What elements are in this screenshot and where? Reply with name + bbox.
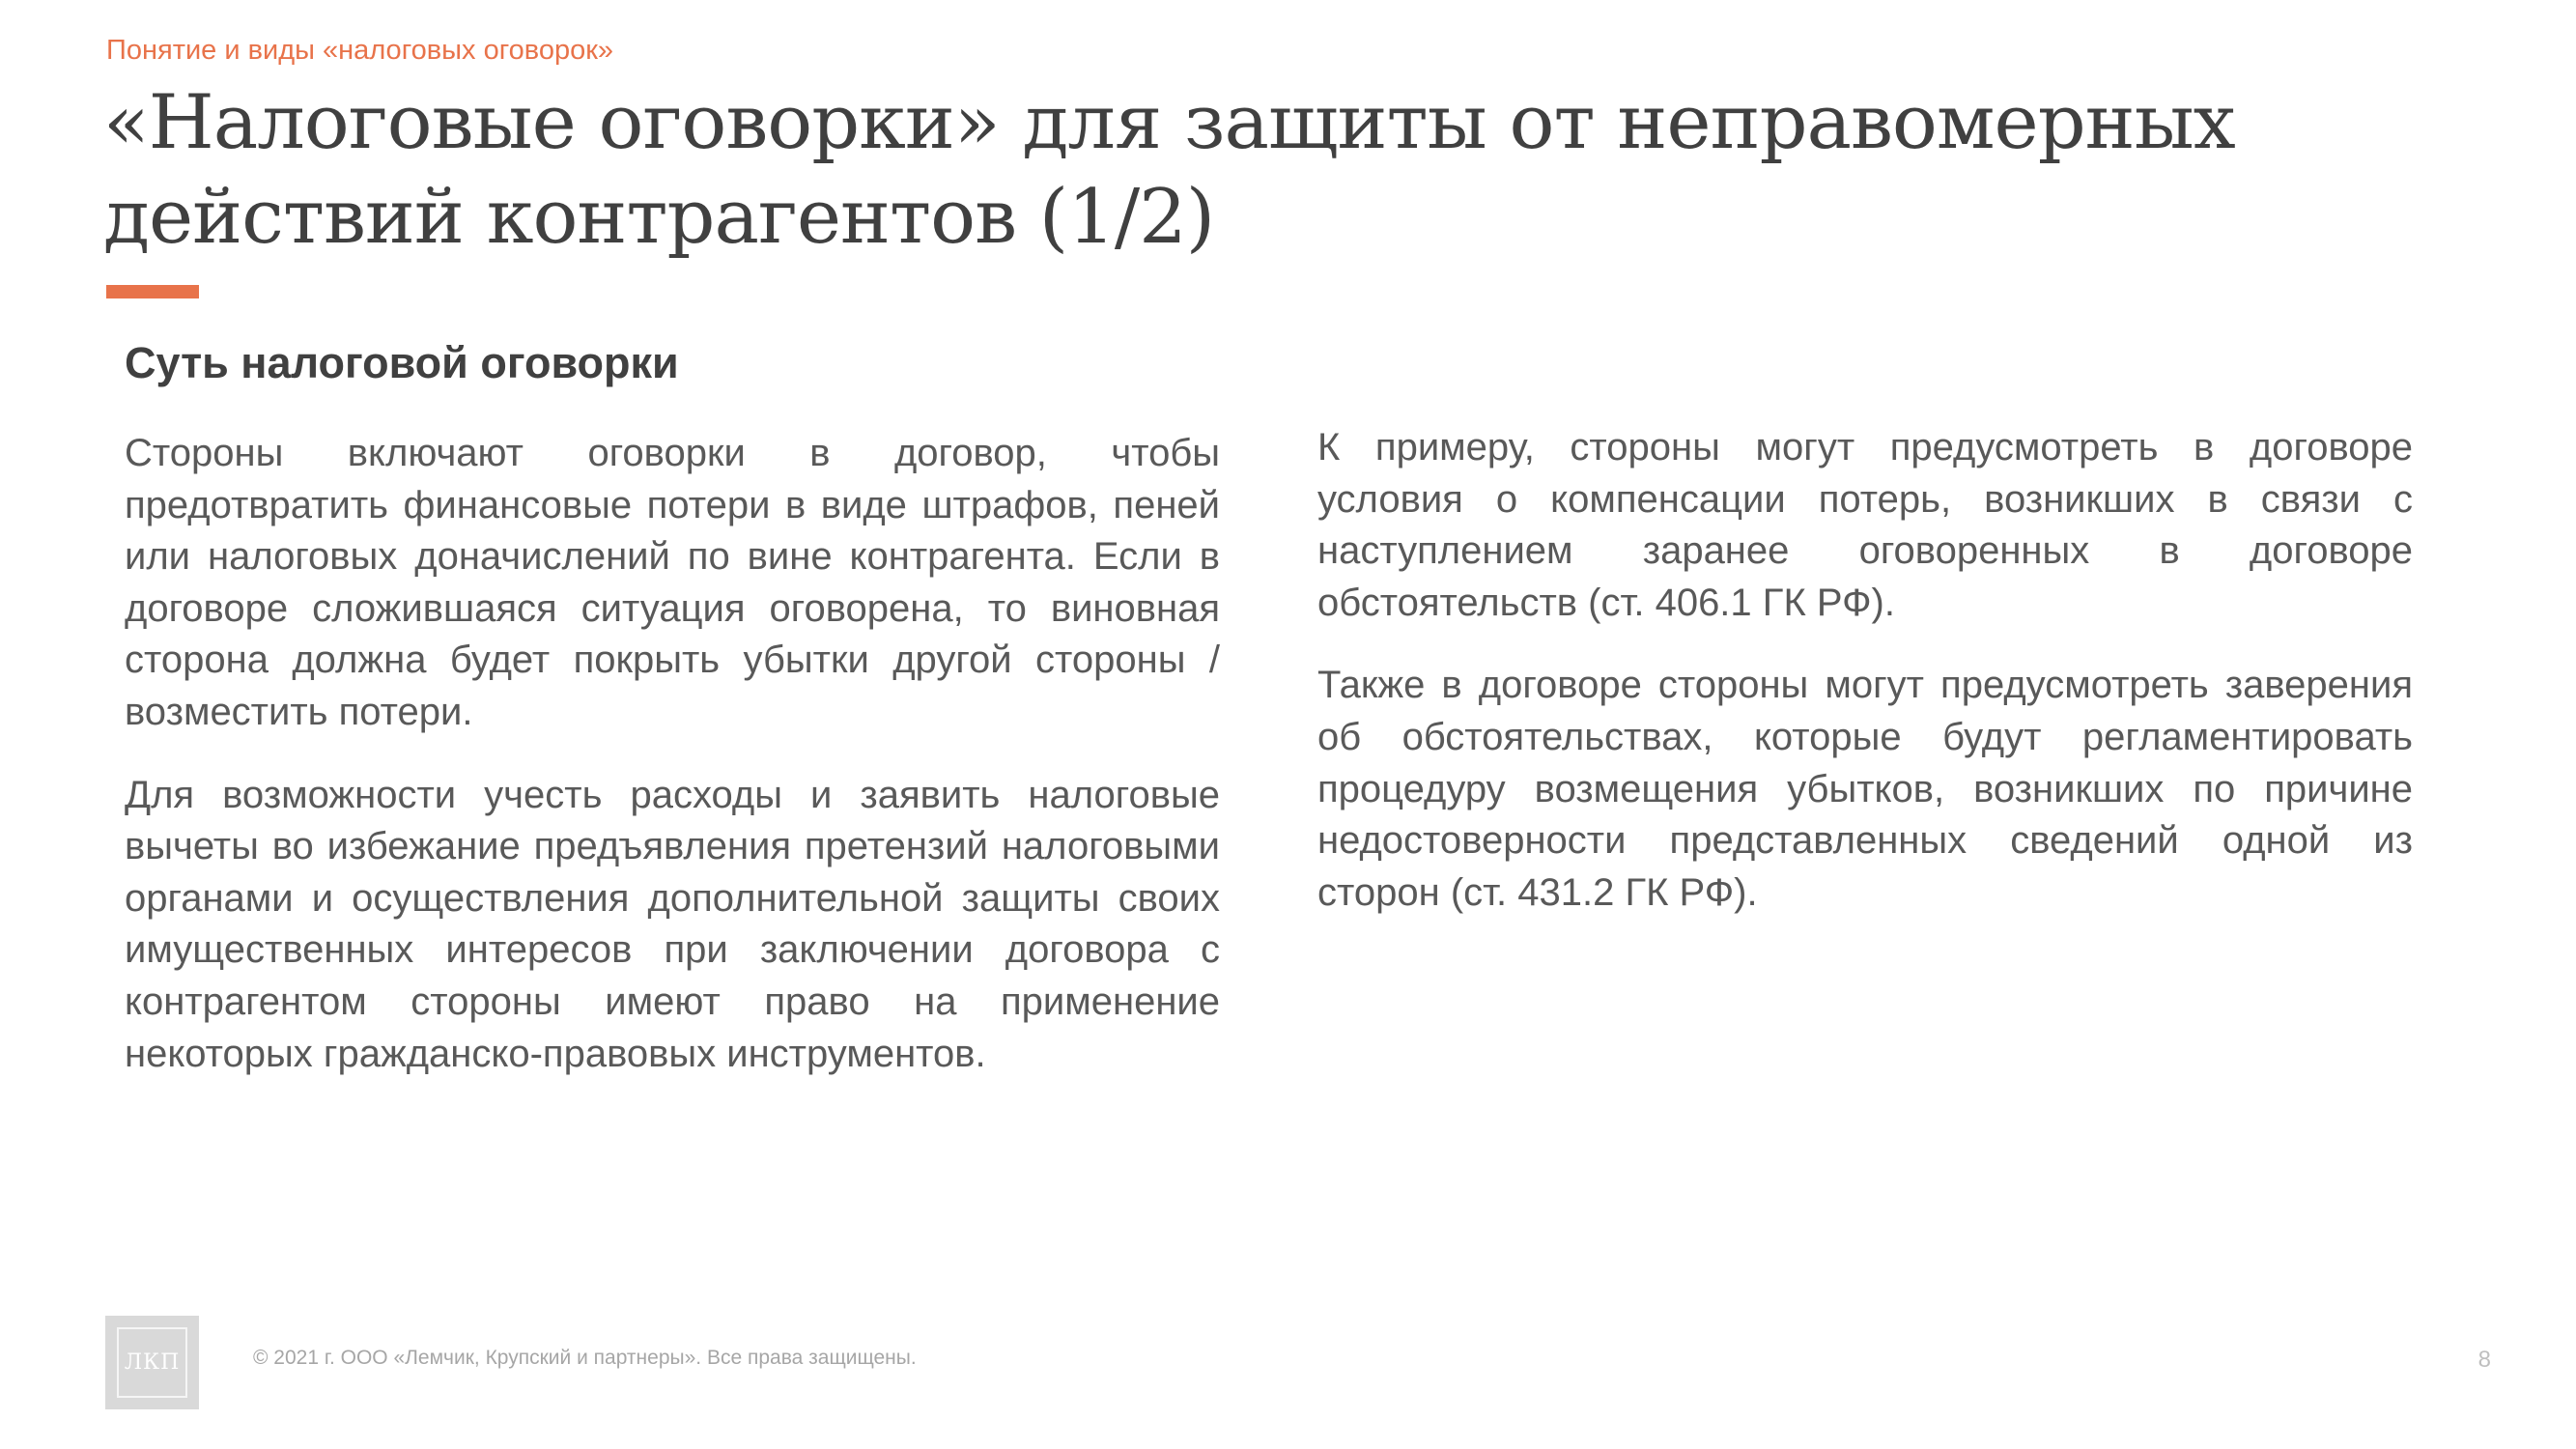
breadcrumb: Понятие и виды «налоговых оговорок» [106, 35, 614, 66]
title-accent-bar [106, 285, 199, 298]
company-logo [105, 1316, 199, 1409]
page-title-line-2: действий контрагентов (1/2) [103, 174, 1215, 261]
section-subheading: Суть налоговой оговорки [125, 338, 679, 387]
page-title-line-1: «Налоговые оговорки» для защиты от неправомерных [103, 79, 2235, 166]
right-text-column [1317, 422, 2413, 950]
left-paragraph-2: Для возможности учесть расходы и заявить налоговые вычеты во избежание предъявления претензий налоговыми органами и осуществления дополнительной защиты своих имущественных интересов при заключении договора с контрагентом стороны имеют право на применение некоторых гражданско-правовых инструментов. [125, 773, 1220, 1075]
company-logo-mark: ЛКП [117, 1327, 187, 1398]
page-number: 8 [2477, 1347, 2491, 1373]
right-paragraph-1: К примеру, стороны могут предусмотреть в договоре условия о компенсации потерь, возникших в связи с наступлением заранее оговоренных в договоре обстоятельств (ст. 406.1 ГК РФ). [1317, 426, 2413, 624]
left-text-column [125, 428, 1220, 1111]
right-paragraph-2: Также в договоре стороны могут предусмотреть заверения об обстоятельствах, которые будут регламентировать процедуру возмещения убытков, возникших по причине недостоверности представленных сведений одной из сторон (ст. 431.2 ГК РФ). [1317, 664, 2413, 914]
page-title [103, 75, 2421, 265]
footer-copyright: © 2021 г. ООО «Лемчик, Крупский и партнеры». Все права защищены. [253, 1347, 917, 1369]
left-paragraph-1: Стороны включают оговорки в договор, чтобы предотвратить финансовые потери в виде штрафов, пеней или налоговых доначислений по вине контрагента. Если в договоре сложившаяся ситуация оговорена, то виновная сторона должна будет покрыть убытки другой стороны / возместить потери. [125, 432, 1220, 733]
